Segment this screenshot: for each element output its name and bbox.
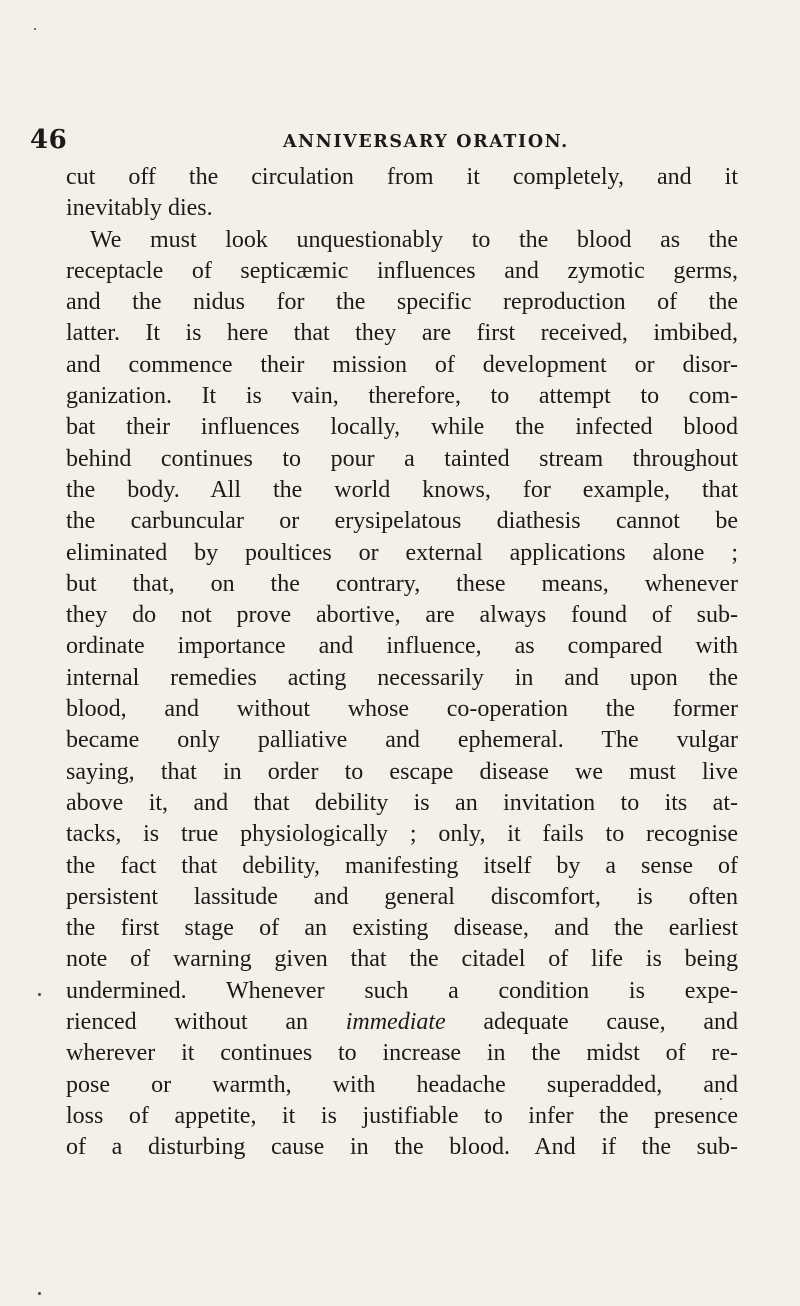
running-head: ANNIVERSARY ORATION. — [283, 132, 569, 152]
text-line: tacks, is true physiologically ; only, it fails to recognise — [66, 821, 738, 848]
page-header — [30, 122, 770, 158]
text-fragment: rienced without an — [66, 1009, 308, 1036]
page-number: 46 — [30, 125, 68, 155]
paper-speck — [720, 1098, 722, 1100]
text-line: the fact that debility, manifesting itself by a sense of — [66, 852, 738, 879]
text-line: the carbuncular or erysipelatous diathesis cannot be — [66, 508, 738, 535]
text-line: We must look unquestionably to the blood as the — [90, 226, 738, 253]
text-line: inevitably dies. — [66, 195, 213, 222]
text-line: ordinate importance and influence, as compared with — [66, 633, 738, 660]
text-line: and the nidus for the specific reproduction of the — [66, 289, 738, 316]
text-line: bat their influences locally, while the infected blood — [66, 414, 738, 441]
text-line: wherever it continues to increase in the midst of re- — [66, 1040, 738, 1067]
text-line: receptacle of septicæmic influences and zymotic germs, — [66, 257, 738, 284]
text-fragment: adequate cause, and — [483, 1009, 739, 1036]
text-line: they do not prove abortive, are always found of sub- — [66, 602, 738, 629]
text-line: cut off the circulation from it completely, and it — [66, 164, 738, 190]
text-line: internal remedies acting necessarily in and upon the — [66, 664, 738, 691]
text-line: the body. All the world knows, for example, that — [66, 476, 738, 503]
text-line: the first stage of an existing disease, and the earliest — [66, 915, 738, 942]
text-line: of a disturbing cause in the blood. And if the sub- — [66, 1134, 738, 1161]
text-line: above it, and that debility is an invitation to its at- — [66, 789, 738, 816]
text-line: pose or warmth, with headache superadded, and — [66, 1071, 738, 1098]
text-line-with-emphasis — [66, 1007, 738, 1038]
text-line: persistent lassitude and general discomfort, is often — [66, 883, 738, 910]
text-line: note of warning given that the citadel of life is being — [66, 946, 738, 973]
paper-speck — [34, 28, 36, 30]
text-line: ganization. It is vain, therefore, to attempt to com- — [66, 383, 738, 410]
text-line: eliminated by poultices or external applications alone ; — [66, 539, 738, 566]
text-line: loss of appetite, it is justifiable to infer the presence — [66, 1102, 738, 1129]
text-line: blood, and without whose co-operation the former — [66, 696, 738, 723]
text-line: but that, on the contrary, these means, whenever — [66, 570, 738, 597]
text-line: latter. It is here that they are first received, imbibed, — [66, 320, 738, 347]
text-line: undermined. Whenever such a condition is expe- — [66, 977, 738, 1004]
emphasized-word: immediate — [345, 1009, 446, 1036]
body-text — [66, 162, 738, 1164]
paper-speck — [38, 993, 41, 996]
text-line: and commence their mission of development or disor- — [66, 351, 738, 378]
text-line: saying, that in order to escape disease we must live — [66, 758, 738, 785]
text-line: behind continues to pour a tainted stream throughout — [66, 445, 738, 472]
paper-speck — [38, 1292, 41, 1295]
text-line: became only palliative and ephemeral. The vulgar — [66, 727, 738, 754]
